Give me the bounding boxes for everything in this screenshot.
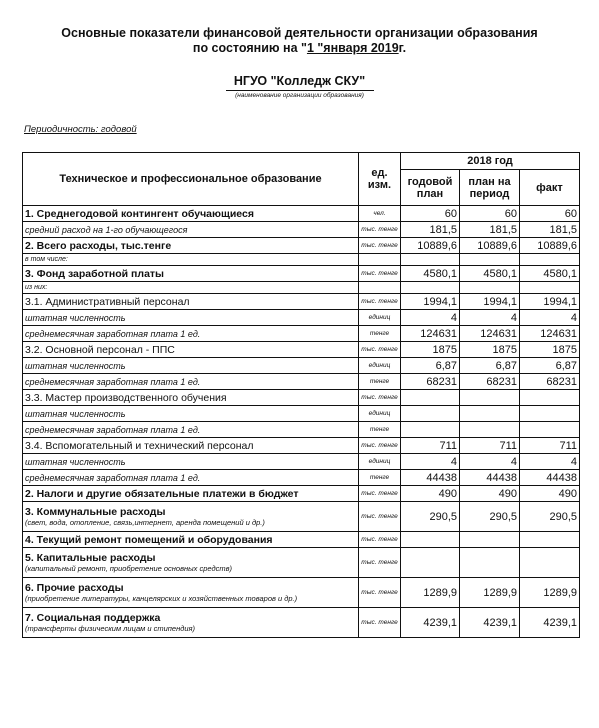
row-plan-period: 10889,6 [460, 238, 520, 254]
row-name-cell [23, 390, 359, 406]
row-unit: единиц [359, 406, 401, 422]
row-name: штатная численность [25, 360, 126, 371]
row-plan-year: 1994,1 [401, 294, 460, 310]
row-unit: чел. [359, 206, 401, 222]
row-unit: тыс. тенге [359, 502, 401, 532]
row-name: среднемесячная заработная плата 1 ед. [25, 472, 201, 483]
row-plan-year: 490 [401, 486, 460, 502]
row-name-cell [23, 266, 359, 282]
table-row [23, 438, 580, 454]
row-name: 4. Текущий ремонт помещений и оборудования [25, 533, 273, 546]
row-plan-period: 711 [460, 438, 520, 454]
row-plan-year: 124631 [401, 326, 460, 342]
header-year: 2018 год [401, 153, 580, 170]
table-row [23, 294, 580, 310]
row-unit: единиц [359, 358, 401, 374]
row-fact: 290,5 [520, 502, 580, 532]
row-name-cell [23, 578, 359, 608]
row-name-cell [23, 532, 359, 548]
row-unit: тыс. тенге [359, 486, 401, 502]
table-row [23, 282, 580, 294]
title-prefix: по состоянию на " [192, 41, 307, 55]
row-subtitle: (приобретение литературы, канцелярских и хозяйственных товаров и др.) [25, 593, 298, 603]
row-fact: 490 [520, 486, 580, 502]
row-unit: тенге [359, 422, 401, 438]
row-unit: тыс. тенге [359, 390, 401, 406]
row-plan-period: 181,5 [460, 222, 520, 238]
table-row [23, 254, 580, 266]
table-body [23, 206, 580, 638]
row-name: среднемесячная заработная плата 1 ед. [25, 424, 201, 435]
row-unit: тыс. тенге [359, 438, 401, 454]
table-row [23, 310, 580, 326]
row-plan-period [460, 532, 520, 548]
row-fact: 10889,6 [520, 238, 580, 254]
row-name: среднемесячная заработная плата 1 ед. [25, 376, 201, 387]
row-plan-year: 4 [401, 310, 460, 326]
row-fact: 6,87 [520, 358, 580, 374]
row-name-cell [23, 282, 359, 294]
row-name: 6. Прочие расходы [25, 581, 124, 594]
row-plan-period [460, 254, 520, 266]
row-plan-period: 60 [460, 206, 520, 222]
table-row [23, 326, 580, 342]
header-unit-column: ед. изм. [359, 153, 401, 206]
row-name-cell [23, 254, 359, 266]
row-name-cell [23, 222, 359, 238]
row-plan-period: 4 [460, 454, 520, 470]
row-name-cell [23, 294, 359, 310]
row-unit: тыс. тенге [359, 578, 401, 608]
table-row [23, 454, 580, 470]
row-name: 3.2. Основной персонал - ППС [25, 343, 175, 356]
row-name-cell [23, 470, 359, 486]
row-name: 1. Среднегодовой контингент обучающиеся [25, 207, 254, 220]
row-subtitle: (трансферты физическим лицам и стипендия) [25, 623, 196, 633]
row-fact: 4580,1 [520, 266, 580, 282]
row-fact [520, 406, 580, 422]
row-fact [520, 282, 580, 294]
row-name: среднемесячная заработная плата 1 ед. [25, 328, 201, 339]
row-plan-year: 711 [401, 438, 460, 454]
table-row [23, 222, 580, 238]
table-row [23, 342, 580, 358]
row-name-cell [23, 422, 359, 438]
header-plan-period: план на период [460, 170, 520, 206]
row-plan-period: 1994,1 [460, 294, 520, 310]
row-plan-year: 4580,1 [401, 266, 460, 282]
table-row [23, 470, 580, 486]
row-unit: тыс. тенге [359, 222, 401, 238]
row-plan-year [401, 406, 460, 422]
row-name-cell [23, 358, 359, 374]
row-unit: тенге [359, 326, 401, 342]
row-unit: тыс. тенге [359, 342, 401, 358]
row-fact [520, 532, 580, 548]
row-plan-period: 290,5 [460, 502, 520, 532]
row-name: штатная численность [25, 312, 126, 323]
row-name-cell [23, 486, 359, 502]
header-fact: факт [520, 170, 580, 206]
row-plan-year: 4239,1 [401, 608, 460, 638]
row-plan-year [401, 548, 460, 578]
row-unit: тыс. тенге [359, 294, 401, 310]
row-plan-period: 6,87 [460, 358, 520, 374]
row-name-cell [23, 238, 359, 254]
row-plan-year: 6,87 [401, 358, 460, 374]
row-plan-year: 1289,9 [401, 578, 460, 608]
row-fact: 68231 [520, 374, 580, 390]
row-plan-year: 181,5 [401, 222, 460, 238]
row-name-cell [23, 342, 359, 358]
row-fact: 711 [520, 438, 580, 454]
row-plan-period: 44438 [460, 470, 520, 486]
row-plan-year [401, 282, 460, 294]
table-row [23, 358, 580, 374]
row-unit: тыс. тенге [359, 266, 401, 282]
row-fact: 44438 [520, 470, 580, 486]
row-subtitle: (свет, вода, отопление, связь,интернет, аренда помещений и др.) [25, 517, 265, 527]
table-row [23, 486, 580, 502]
row-plan-year: 290,5 [401, 502, 460, 532]
table-row [23, 532, 580, 548]
row-plan-year [401, 390, 460, 406]
row-subtitle: (капитальный ремонт, приобретение основных средств) [25, 563, 233, 573]
table-row [23, 390, 580, 406]
row-fact [520, 254, 580, 266]
table-row [23, 238, 580, 254]
row-plan-period: 4239,1 [460, 608, 520, 638]
organization-name: НГУО "Колледж СКУ" [233, 74, 366, 88]
row-unit [359, 254, 401, 266]
row-plan-period [460, 406, 520, 422]
row-name-cell [23, 406, 359, 422]
table-row [23, 502, 580, 532]
report-title-line1: Основные показатели финансовой деятельности организации образования [61, 26, 538, 40]
row-plan-year: 60 [401, 206, 460, 222]
row-fact: 4 [520, 310, 580, 326]
row-name-cell [23, 310, 359, 326]
row-fact: 1289,9 [520, 578, 580, 608]
header-plan-year: годовой план [401, 170, 460, 206]
title-suffix: г. [398, 41, 407, 55]
row-fact: 60 [520, 206, 580, 222]
row-unit [359, 282, 401, 294]
row-plan-year [401, 532, 460, 548]
row-unit: тыс. тенге [359, 238, 401, 254]
row-name: 3.4. Вспомогательный и технический персонал [25, 439, 254, 452]
row-plan-period: 490 [460, 486, 520, 502]
row-plan-period [460, 422, 520, 438]
row-unit: тыс. тенге [359, 532, 401, 548]
row-plan-year: 68231 [401, 374, 460, 390]
table-row [23, 422, 580, 438]
row-fact: 124631 [520, 326, 580, 342]
row-unit: единиц [359, 310, 401, 326]
table-row [23, 374, 580, 390]
row-plan-year [401, 254, 460, 266]
header-name-column: Техническое и профессиональное образование [23, 153, 359, 206]
row-fact: 1875 [520, 342, 580, 358]
row-fact [520, 422, 580, 438]
row-name-cell [23, 548, 359, 578]
row-name-cell [23, 206, 359, 222]
row-unit: тенге [359, 470, 401, 486]
row-plan-period: 1289,9 [460, 578, 520, 608]
report-date: 1 "января 2019 [306, 41, 399, 55]
row-plan-year [401, 422, 460, 438]
table-row [23, 578, 580, 608]
organization-underline [226, 90, 374, 91]
row-plan-year: 4 [401, 454, 460, 470]
row-plan-period [460, 548, 520, 578]
row-name-cell [23, 608, 359, 638]
row-name: 7. Социальная поддержка [25, 611, 161, 624]
row-plan-year: 1875 [401, 342, 460, 358]
row-plan-year: 44438 [401, 470, 460, 486]
row-plan-period: 4 [460, 310, 520, 326]
row-name: в том числе: [25, 256, 68, 263]
row-name: из них: [25, 284, 48, 291]
row-plan-period: 4580,1 [460, 266, 520, 282]
row-name: 3.1. Административный персонал [25, 295, 190, 308]
table-row [23, 206, 580, 222]
table-row [23, 608, 580, 638]
row-name-cell [23, 454, 359, 470]
row-name-cell [23, 502, 359, 532]
row-name: 3.3. Мастер производственного обучения [25, 391, 227, 404]
row-name: средний расход на 1-го обучающегося [25, 224, 188, 235]
row-fact: 4239,1 [520, 608, 580, 638]
row-name: 2. Налоги и другие обязательные платежи в бюджет [25, 487, 299, 500]
organization-note: (наименование организации образования) [235, 92, 364, 99]
row-plan-period: 124631 [460, 326, 520, 342]
row-name: 5. Капитальные расходы [25, 551, 156, 564]
row-name: штатная численность [25, 408, 126, 419]
periodicity-label: Периодичность: годовой [24, 124, 137, 135]
row-plan-period [460, 390, 520, 406]
row-fact: 4 [520, 454, 580, 470]
row-fact: 1994,1 [520, 294, 580, 310]
row-fact [520, 390, 580, 406]
table-row [23, 266, 580, 282]
row-unit: единиц [359, 454, 401, 470]
row-plan-period: 68231 [460, 374, 520, 390]
row-name: 3. Фонд заработной платы [25, 267, 165, 280]
row-name: штатная численность [25, 456, 126, 467]
row-plan-period [460, 282, 520, 294]
row-name-cell [23, 374, 359, 390]
table-row [23, 406, 580, 422]
row-unit: тенге [359, 374, 401, 390]
row-fact [520, 548, 580, 578]
row-unit: тыс. тенге [359, 548, 401, 578]
row-plan-period: 1875 [460, 342, 520, 358]
table-row [23, 548, 580, 578]
financial-indicators-table [22, 152, 580, 638]
row-fact: 181,5 [520, 222, 580, 238]
row-name: 2. Всего расходы, тыс.тенге [25, 239, 172, 252]
row-name-cell [23, 438, 359, 454]
row-name-cell [23, 326, 359, 342]
row-name: 3. Коммунальные расходы [25, 505, 166, 518]
row-unit: тыс. тенге [359, 608, 401, 638]
report-title-line2 [0, 41, 599, 56]
row-plan-year: 10889,6 [401, 238, 460, 254]
